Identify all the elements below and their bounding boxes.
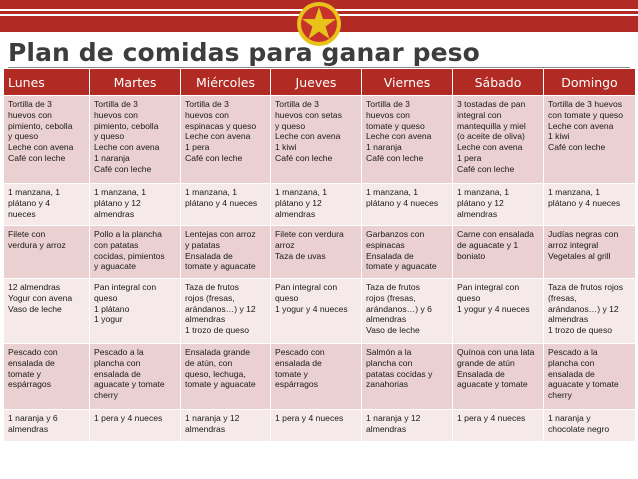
page-title: Plan de comidas para ganar peso <box>8 38 480 67</box>
meal-cell: Salmón a la plancha con patatas cocidas y zanahorias <box>362 344 453 410</box>
day-header-sabado: Sábado <box>453 69 544 96</box>
meal-cell: Pescado con ensalada de tomate y espárragos <box>4 344 90 410</box>
meal-cell: 1 manzana, 1 plátano y 12 almendras <box>90 184 181 226</box>
meal-cell: 1 pera y 4 nueces <box>90 410 181 442</box>
meal-cell: Tortilla de 3 huevos con tomate y queso Leche con avena 1 kiwi Café con leche <box>544 96 636 184</box>
meal-cell: 1 pera y 4 nueces <box>271 410 362 442</box>
meal-cell: Filete con verdura arroz Taza de uvas <box>271 226 362 279</box>
meal-cell: Taza de frutos rojos (fresas, arándanos…) y 12 almendras 1 trozo de queso <box>181 279 271 344</box>
meal-cell: 1 manzana, 1 plátano y 4 nueces <box>4 184 90 226</box>
meal-cell: Taza de frutos rojos (fresas, arándanos…) y 12 almendras 1 trozo de queso <box>544 279 636 344</box>
day-header-jueves: Jueves <box>271 69 362 96</box>
day-header-domingo: Domingo <box>544 69 636 96</box>
meal-cell: 1 manzana, 1 plátano y 4 nueces <box>544 184 636 226</box>
table-row <box>4 344 636 410</box>
meal-cell: 1 naranja y 12 almendras <box>181 410 271 442</box>
table-row <box>4 96 636 184</box>
meal-cell: Filete con verdura y arroz <box>4 226 90 279</box>
table-row <box>4 410 636 442</box>
meal-cell: 12 almendras Yogur con avena Vaso de leche <box>4 279 90 344</box>
meal-cell: Tortilla de 3 huevos con tomate y queso Leche con avena 1 naranja Café con leche <box>362 96 453 184</box>
meal-cell: Judías negras con arroz integral Vegetales al grill <box>544 226 636 279</box>
meal-cell: Pescado con ensalada de tomate y espárragos <box>271 344 362 410</box>
meal-cell: Pan integral con queso 1 yogur y 4 nueces <box>453 279 544 344</box>
day-header-viernes: Viernes <box>362 69 453 96</box>
meal-cell: 1 pera y 4 nueces <box>453 410 544 442</box>
meal-cell: 1 manzana, 1 plátano y 4 nueces <box>181 184 271 226</box>
meal-cell: Taza de frutos rojos (fresas, arándanos…) y 6 almendras Vaso de leche <box>362 279 453 344</box>
meal-cell: Quínoa con una lata grande de atún Ensalada de aguacate y tomate <box>453 344 544 410</box>
day-header-lunes: Lunes <box>4 69 90 96</box>
meal-cell: Tortilla de 3 huevos con pimiento, cebolla y queso Leche con avena Café con leche <box>4 96 90 184</box>
meal-cell: 1 naranja y chocolate negro <box>544 410 636 442</box>
meal-cell: 1 naranja y 6 almendras <box>4 410 90 442</box>
meal-cell: Carne con ensalada de aguacate y 1 boniato <box>453 226 544 279</box>
meal-cell: Lentejas con arroz y patatas Ensalada de tomate y aguacate <box>181 226 271 279</box>
meal-cell: 3 tostadas de pan integral con mantequilla y miel (o aceite de oliva) Leche con avena 1 pera Café con leche <box>453 96 544 184</box>
meal-cell: 1 manzana, 1 plátano y 12 almendras <box>453 184 544 226</box>
meal-cell: Tortilla de 3 huevos con espinacas y queso Leche con avena 1 pera Café con leche <box>181 96 271 184</box>
table-row <box>4 226 636 279</box>
meal-cell: Pescado a la plancha con ensalada de aguacate y tomate cherry <box>90 344 181 410</box>
meal-cell: Garbanzos con espinacas Ensalada de tomate y aguacate <box>362 226 453 279</box>
table-header-row <box>4 69 636 96</box>
meal-cell: Tortilla de 3 huevos con pimiento, cebolla y queso Leche con avena 1 naranja Café con leche <box>90 96 181 184</box>
table-row <box>4 184 636 226</box>
meal-cell: 1 manzana, 1 plátano y 4 nueces <box>362 184 453 226</box>
table-row <box>4 279 636 344</box>
meal-cell: Tortilla de 3 huevos con setas y queso Leche con avena 1 kiwi Café con leche <box>271 96 362 184</box>
meal-cell: Pan integral con queso 1 yogur y 4 nueces <box>271 279 362 344</box>
day-header-martes: Martes <box>90 69 181 96</box>
meal-cell: Pan integral con queso 1 plátano 1 yogur <box>90 279 181 344</box>
meal-cell: Pollo a la plancha con patatas cocidas, pimientos y aguacate <box>90 226 181 279</box>
meal-plan-table <box>3 68 636 442</box>
meal-cell: 1 manzana, 1 plátano y 12 almendras <box>271 184 362 226</box>
day-header-miercoles: Miércoles <box>181 69 271 96</box>
meal-cell: 1 naranja y 12 almendras <box>362 410 453 442</box>
meal-cell: Ensalada grande de atún, con queso, lechuga, tomate y aguacate <box>181 344 271 410</box>
meal-cell: Pescado a la plancha con ensalada de aguacate y tomate cherry <box>544 344 636 410</box>
